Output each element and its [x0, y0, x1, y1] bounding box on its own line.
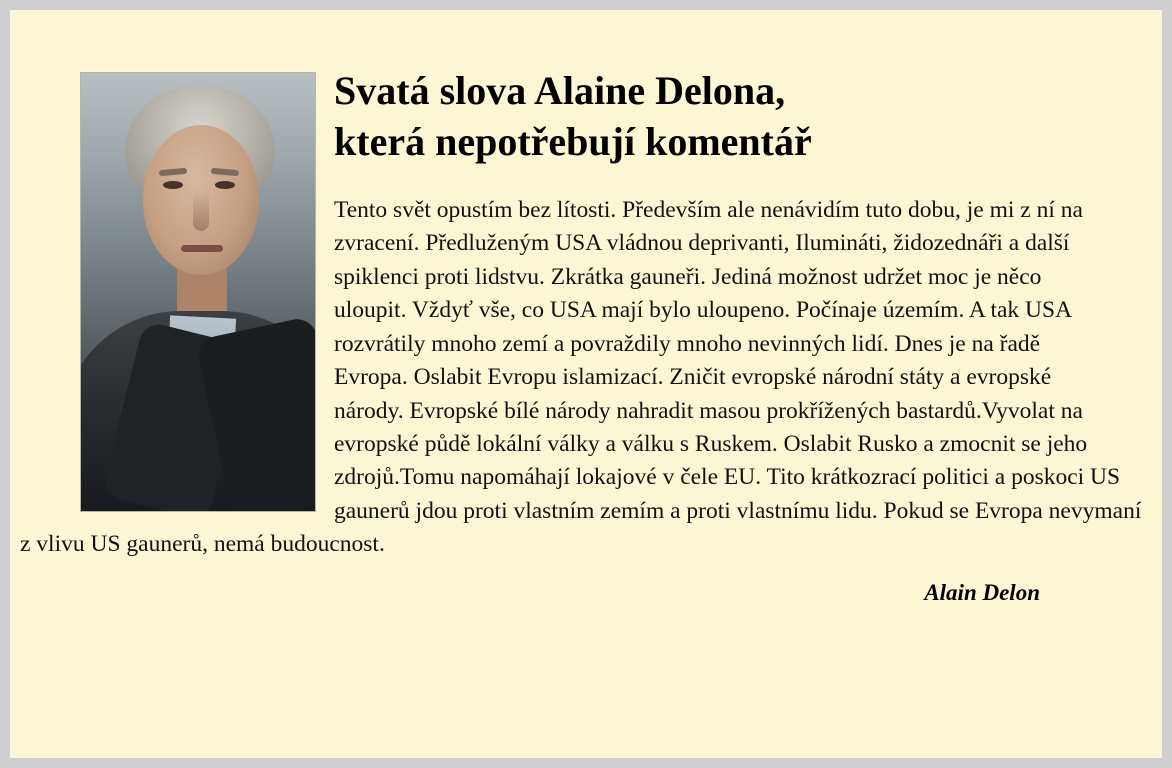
photo-eye-right [215, 181, 235, 189]
photo-eye-left [163, 181, 183, 189]
title-line-1: Svatá slova Alaine Delona, [334, 68, 786, 113]
signature: Alain Delon [924, 579, 1040, 605]
quote-paragraph-full: národy. Evropské bílé národy nahradit masou prokřížených bastardů.Vyvolat na evropské půdě lokální války a válku s Ruskem. Oslabit Rusko a zmocnit se jeho zdrojů.Tomu napomáhají lokajové v čele EU. Tito krátkozrací politici a poskoci US gaunerů jdou proti vlastním zemím a proti vlastnímu lidu. Pokud se Evropa nevymaní z vlivu US gaunerů, nemá budoucnost. [20, 397, 1142, 558]
photo-mouth [181, 245, 223, 252]
title-line-2: která nepotřebují komentář [334, 118, 812, 164]
quote-paragraph-wrapped: Tento svět opustím bez lítosti. Především ale nenávidím tuto dobu, je mi z ní na zvracení. Předluženým USA vládnou deprivanti, Ilumináti, židozednáři a další spiklenci proti lidstvu. Zkrátka gauneři. Jediná možnost udržet moc je něco uloupit. Vždyť vše, co USA mají bylo uloupeno. Počínaje územím. A tak USA rozvrátily mnoho zemí a povraždily mnoho nevinných lidí. Dnes je na řadě Evropa. Oslabit Evropu islamizací. Zničit evropské národní státy a evropské [334, 196, 1083, 391]
portrait-photo [80, 72, 316, 512]
poster-inner [20, 20, 1152, 748]
photo-nose [193, 191, 209, 231]
